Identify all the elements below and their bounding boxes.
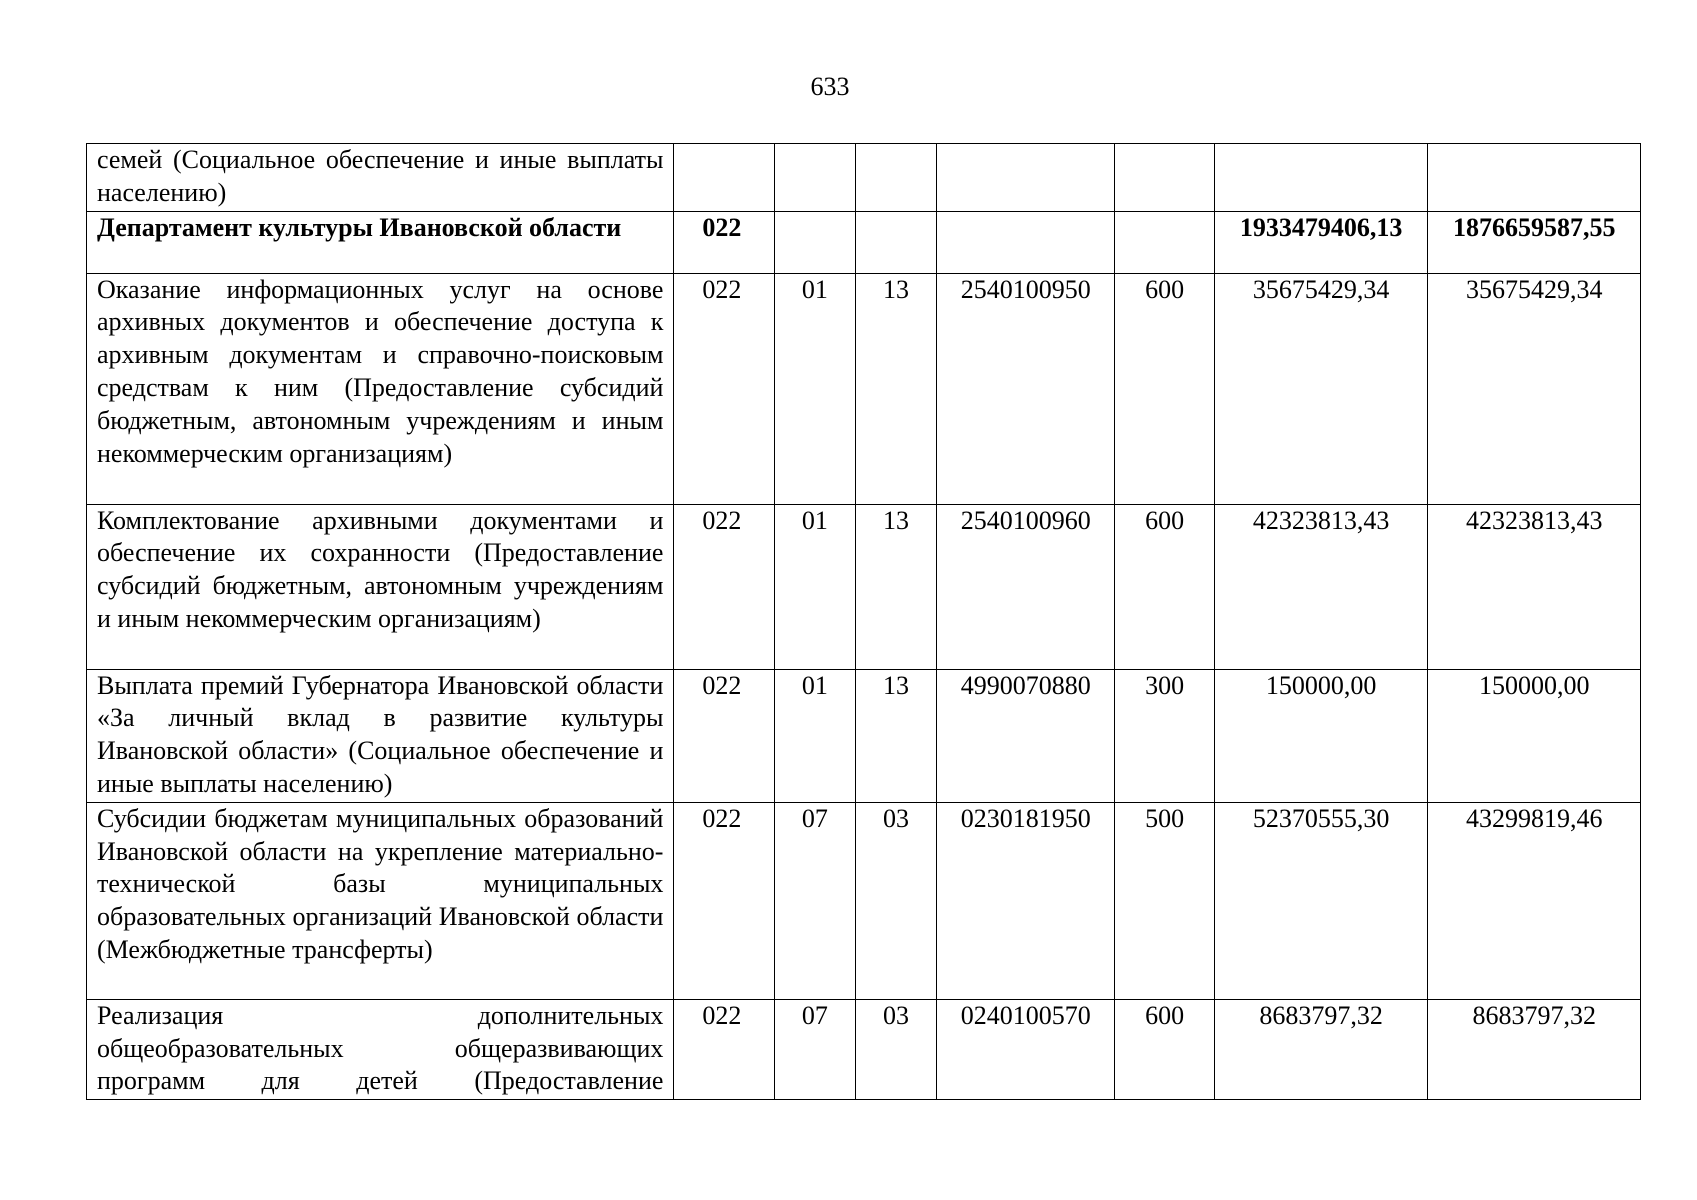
table-row	[87, 999, 1641, 1099]
target-code-cell: 2540100950	[937, 273, 1115, 504]
expense-name-cell: семей (Социальное обеспечение и иные выплаты населению)	[87, 144, 674, 212]
admin-code-cell	[674, 144, 774, 212]
table-row	[87, 144, 1641, 212]
admin-code-cell: 022	[674, 273, 774, 504]
table-row	[87, 504, 1641, 669]
sum-1-cell	[1214, 144, 1428, 212]
expense-name-cell: Оказание информационных услуг на основе архивных документов и обеспечение доступа к архивным документам и справочно-поисковым средствам к ним (Предоставление субсидий бюджетным, автономным учреждениям и иным некоммерческим организациям)	[87, 273, 674, 504]
subsection-code-cell: 03	[855, 802, 936, 999]
section-code-cell: 07	[774, 802, 855, 999]
target-code-cell: 4990070880	[937, 669, 1115, 802]
budget-table	[86, 143, 1641, 1100]
table-row	[87, 802, 1641, 999]
admin-code-cell: 022	[674, 504, 774, 669]
sum-2-cell: 35675429,34	[1428, 273, 1641, 504]
subsection-code-cell: 13	[855, 669, 936, 802]
expense-type-cell	[1115, 211, 1214, 273]
section-code-cell	[774, 144, 855, 212]
subsection-code-cell: 03	[855, 999, 936, 1099]
table-row	[87, 669, 1641, 802]
subsection-code-cell	[855, 144, 936, 212]
expense-type-cell: 300	[1115, 669, 1214, 802]
section-code-cell: 01	[774, 504, 855, 669]
expense-type-cell: 600	[1115, 504, 1214, 669]
admin-code-cell: 022	[674, 211, 774, 273]
section-code-cell: 07	[774, 999, 855, 1099]
expense-type-cell: 500	[1115, 802, 1214, 999]
admin-code-cell: 022	[674, 999, 774, 1099]
sum-2-cell: 43299819,46	[1428, 802, 1641, 999]
expense-name-cell: Департамент культуры Ивановской области	[87, 211, 674, 273]
target-code-cell: 0240100570	[937, 999, 1115, 1099]
sum-1-cell: 52370555,30	[1214, 802, 1428, 999]
target-code-cell	[937, 144, 1115, 212]
section-code-cell: 01	[774, 669, 855, 802]
expense-name-cell: Выплата премий Губернатора Ивановской области «За личный вклад в развитие культуры Ивановской области» (Социальное обеспечение и иные выплаты населению)	[87, 669, 674, 802]
sum-1-cell: 8683797,32	[1214, 999, 1428, 1099]
sum-1-cell: 150000,00	[1214, 669, 1428, 802]
section-code-cell	[774, 211, 855, 273]
sum-2-cell: 1876659587,55	[1428, 211, 1641, 273]
table-row	[87, 273, 1641, 504]
expense-type-cell: 600	[1115, 273, 1214, 504]
sum-2-cell: 8683797,32	[1428, 999, 1641, 1099]
admin-code-cell: 022	[674, 802, 774, 999]
expense-name-cell: Субсидии бюджетам муниципальных образований Ивановской области на укрепление материально-технической базы муниципальных образовательных организаций Ивановской области (Межбюджетные трансферты)	[87, 802, 674, 999]
expense-name-cell: Реализация дополнительных общеобразовательных общеразвивающих программ для детей (Предоставление	[87, 999, 674, 1099]
subsection-code-cell: 13	[855, 273, 936, 504]
target-code-cell	[937, 211, 1115, 273]
sum-1-cell: 42323813,43	[1214, 504, 1428, 669]
expense-type-cell: 600	[1115, 999, 1214, 1099]
expense-type-cell	[1115, 144, 1214, 212]
admin-code-cell: 022	[674, 669, 774, 802]
sum-1-cell: 35675429,34	[1214, 273, 1428, 504]
sum-1-cell: 1933479406,13	[1214, 211, 1428, 273]
section-code-cell: 01	[774, 273, 855, 504]
subsection-code-cell	[855, 211, 936, 273]
sum-2-cell: 42323813,43	[1428, 504, 1641, 669]
table-row	[87, 211, 1641, 273]
page-number: 633	[810, 72, 850, 101]
target-code-cell: 2540100960	[937, 504, 1115, 669]
sum-2-cell	[1428, 144, 1641, 212]
target-code-cell: 0230181950	[937, 802, 1115, 999]
sum-2-cell: 150000,00	[1428, 669, 1641, 802]
expense-name-cell: Комплектование архивными документами и обеспечение их сохранности (Предоставление субсидий бюджетным, автономным учреждениям и иным некоммерческим организациям)	[87, 504, 674, 669]
subsection-code-cell: 13	[855, 504, 936, 669]
